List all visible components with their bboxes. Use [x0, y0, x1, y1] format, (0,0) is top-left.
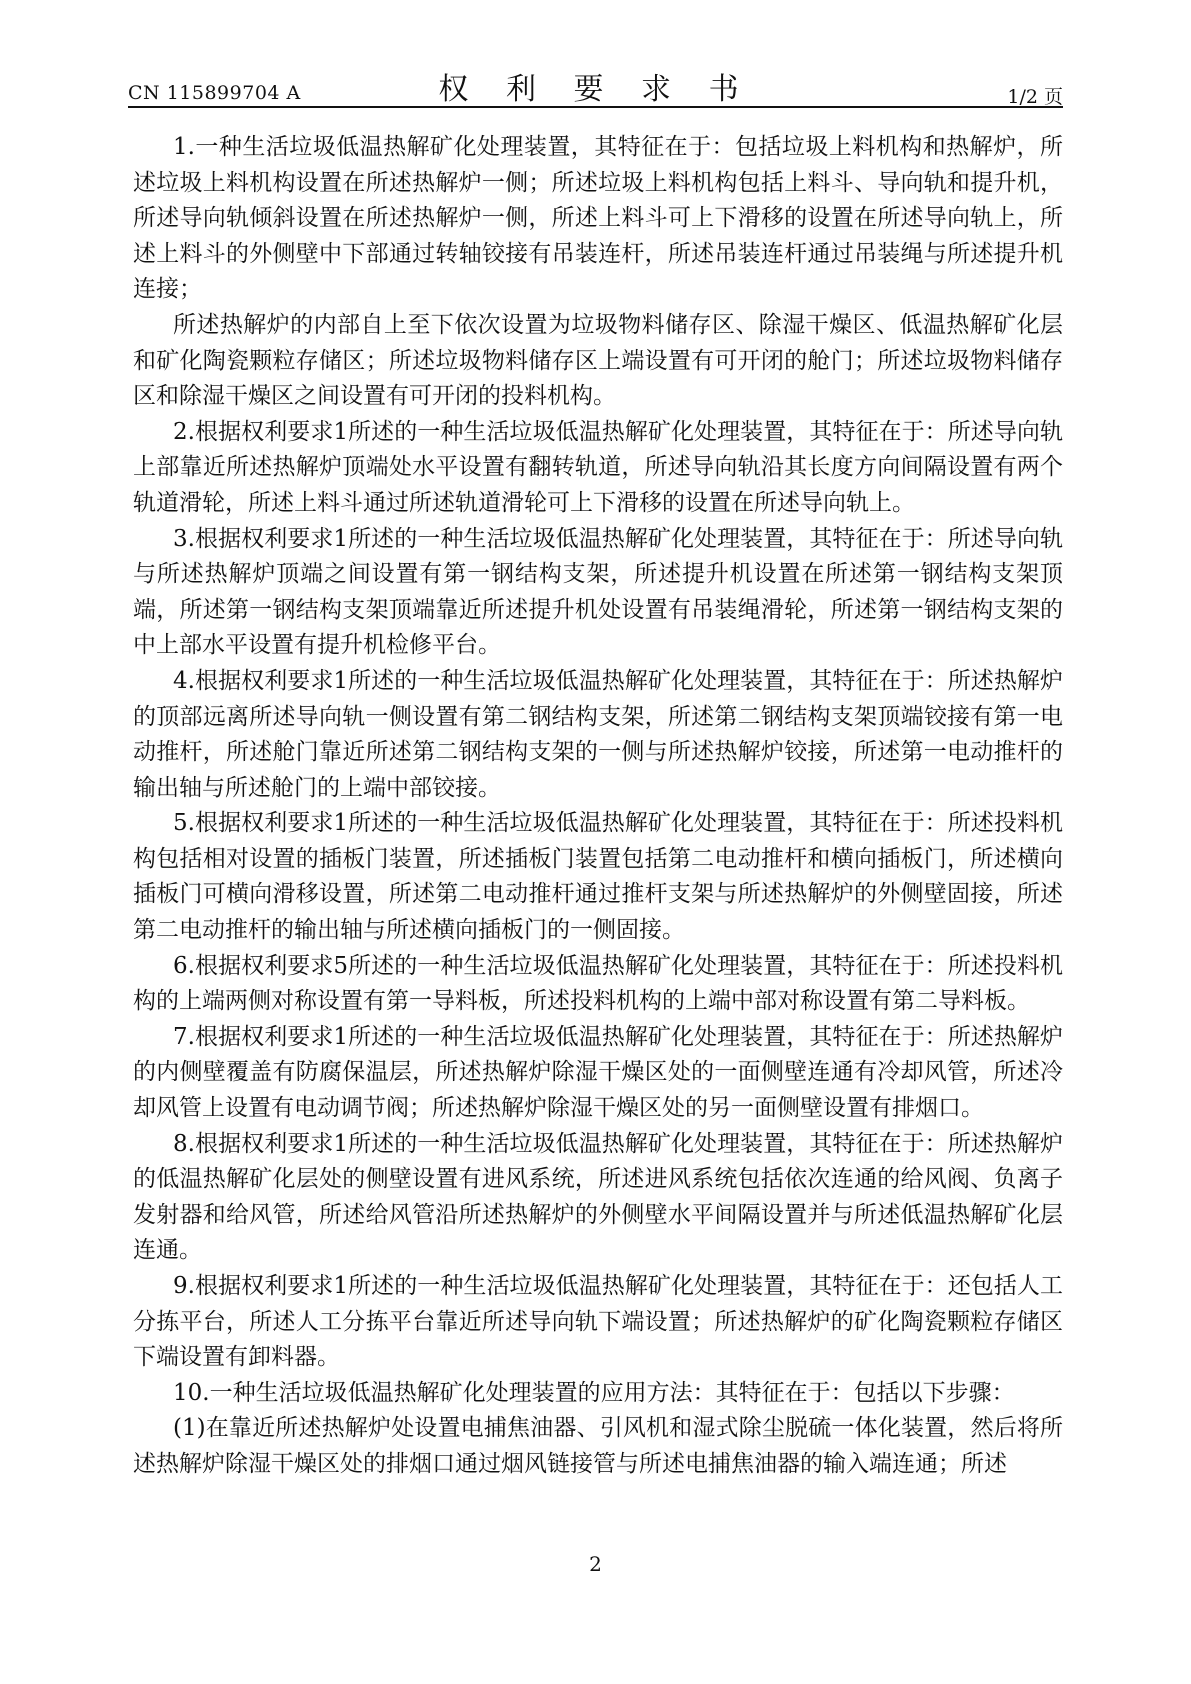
page-count: 1/2 页 [1007, 86, 1063, 108]
claim-paragraph: 1.一种生活垃圾低温热解矿化处理装置，其特征在于：包括垃圾上料机构和热解炉，所述垃圾上料机构设置在所述热解炉一侧；所述垃圾上料机构包括上料斗、导向轨和提升机，所述导向轨倾斜设置在所述热解炉一侧，所述上料斗可上下滑移的设置在所述导向轨上，所述上料斗的外侧壁中下部通过转轴铰接有吊装连杆，所述吊装连杆通过吊装绳与所述提升机连接； [133, 134, 1063, 303]
page-number: 2 [589, 1552, 602, 1576]
claim-paragraph: 4.根据权利要求1所述的一种生活垃圾低温热解矿化处理装置，其特征在于：所述热解炉的顶部远离所述导向轨一侧设置有第二钢结构支架，所述第二钢结构支架顶端铰接有第一电动推杆，所述舱门靠近所述第二钢结构支架的一侧与所述热解炉铰接，所述第一电动推杆的输出轴与所述舱门的上端中部铰接。 [133, 667, 1063, 801]
claim-paragraph: 5.根据权利要求1所述的一种生活垃圾低温热解矿化处理装置，其特征在于：所述投料机构包括相对设置的插板门装置，所述插板门装置包括第二电动推杆和横向插板门，所述横向插板门可横向滑移设置，所述第二电动推杆通过推杆支架与所述热解炉的外侧壁固接，所述第二电动推杆的输出轴与所述横向插板门的一侧固接。 [133, 810, 1063, 944]
document-title: 权 利 要 求 书 [438, 72, 753, 107]
claim-paragraph: 所述热解炉的内部自上至下依次设置为垃圾物料储存区、除湿干燥区、低温热解矿化层和矿化陶瓷颗粒存储区；所述垃圾物料储存区上端设置有可开闭的舱门；所述垃圾物料储存区和除湿干燥区之间设置有可开闭的投料机构。 [133, 311, 1063, 410]
claim-paragraph: 9.根据权利要求1所述的一种生活垃圾低温热解矿化处理装置，其特征在于：还包括人工分拣平台，所述人工分拣平台靠近所述导向轨下端设置；所述热解炉的矿化陶瓷颗粒存储区下端设置有卸料器。 [133, 1273, 1063, 1371]
claim-paragraph: 7.根据权利要求1所述的一种生活垃圾低温热解矿化处理装置，其特征在于：所述热解炉的内侧壁覆盖有防腐保温层，所述热解炉除湿干燥区处的一面侧壁连通有冷却风管，所述冷却风管上设置有电动调节阀；所述热解炉除湿干燥区处的另一面侧壁设置有排烟口。 [133, 1023, 1063, 1122]
page-header [128, 62, 1063, 110]
claim-paragraph: 10.一种生活垃圾低温热解矿化处理装置的应用方法：其特征在于：包括以下步骤： [173, 1379, 1015, 1406]
publication-number: CN 115899704 A [128, 82, 301, 104]
claim-paragraph: 2.根据权利要求1所述的一种生活垃圾低温热解矿化处理装置，其特征在于：所述导向轨上部靠近所述热解炉顶端处水平设置有翻转轨道，所述导向轨沿其长度方向间隔设置有两个轨道滑轮，所述上料斗通过所述轨道滑轮可上下滑移的设置在所述导向轨上。 [133, 418, 1063, 516]
claim-paragraph: (1)在靠近所述热解炉处设置电捕焦油器、引风机和湿式除尘脱硫一体化装置，然后将所述热解炉除湿干燥区处的排烟口通过烟风链接管与所述电捕焦油器的输入端连通；所述 [133, 1415, 1063, 1477]
header-divider [128, 106, 1063, 108]
claim-paragraph: 8.根据权利要求1所述的一种生活垃圾低温热解矿化处理装置，其特征在于：所述热解炉的低温热解矿化层处的侧壁设置有进风系统，所述进风系统包括依次连通的给风阀、负离子发射器和给风管，所述给风管沿所述热解炉的外侧壁水平间隔设置并与所述低温热解矿化层连通。 [133, 1130, 1063, 1264]
claim-paragraph: 6.根据权利要求5所述的一种生活垃圾低温热解矿化处理装置，其特征在于：所述投料机构的上端两侧对称设置有第一导料板，所述投料机构的上端中部对称设置有第二导料板。 [133, 952, 1063, 1015]
claim-paragraph: 3.根据权利要求1所述的一种生活垃圾低温热解矿化处理装置，其特征在于：所述导向轨与所述热解炉顶端之间设置有第一钢结构支架，所述提升机设置在所述第一钢结构支架顶端，所述第一钢结构支架顶端靠近所述提升机处设置有吊装绳滑轮，所述第一钢结构支架的中上部水平设置有提升机检修平台。 [133, 525, 1063, 659]
claims-body [133, 130, 1063, 1483]
